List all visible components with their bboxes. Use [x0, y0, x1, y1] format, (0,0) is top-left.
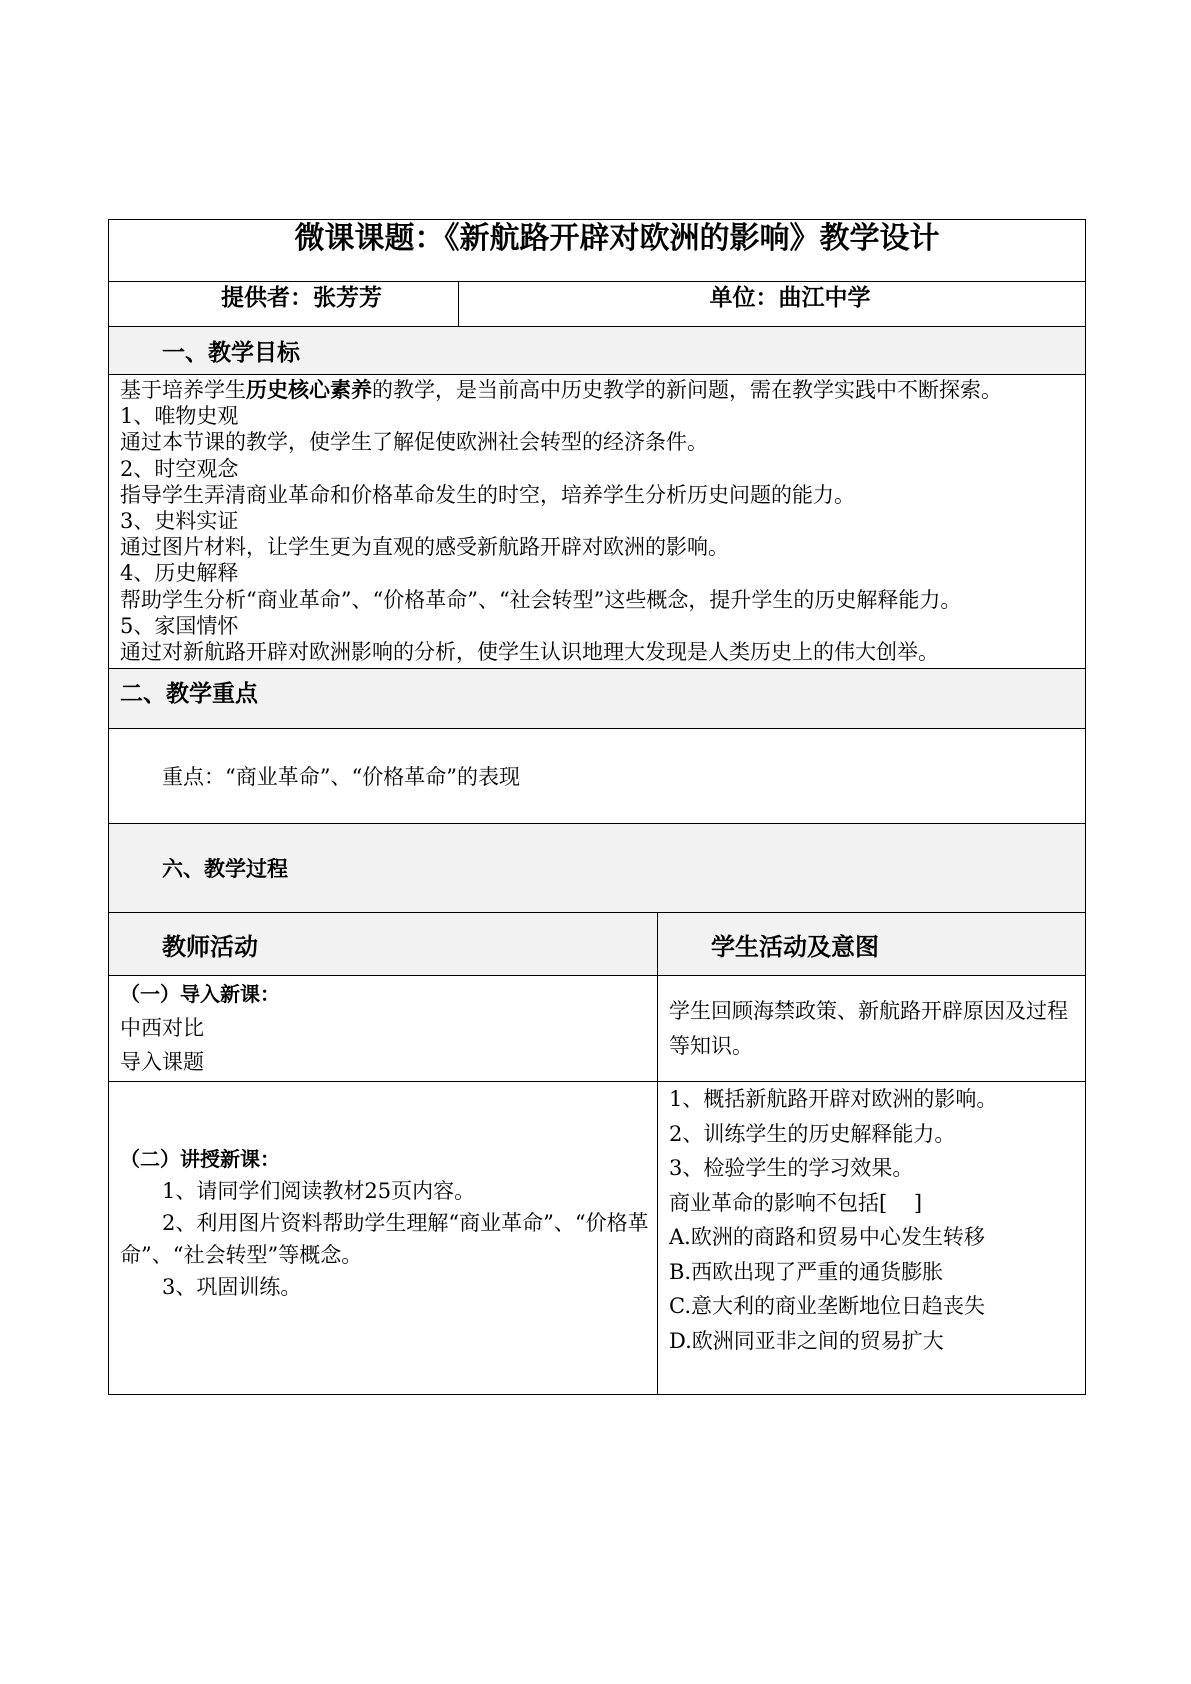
process-column-header-row [109, 913, 1085, 976]
intro-stage-title: （一）导入新课： [120, 982, 280, 1006]
objective-text: 通过对新航路开辟对欧洲影响的分析，使学生认识地理大发现是人类历史上的伟大创举。 [120, 640, 939, 665]
unit-cell [459, 282, 1085, 326]
title-row [109, 220, 1085, 282]
core-literacy-emphasis: 历史核心素养 [246, 377, 372, 402]
exercise-question: 商业革命的影响不包括[ ] [669, 1190, 923, 1215]
objective-label: 5、家国情怀 [120, 613, 239, 638]
lesson-plan-table [108, 219, 1086, 1395]
student-activity-header: 学生活动及意图 [711, 932, 879, 961]
process-heading: 六、教学过程 [162, 856, 288, 881]
teacher-step: 2、利用图片资料帮助学生理解“商业革命”、“价格革命”、“社会转型”等概念。 [120, 1211, 649, 1267]
document-title: 微课课题：《新航路开辟对欧洲的影响》教学设计 [294, 221, 940, 256]
student-goal: 1、概括新航路开辟对欧洲的影响。 [669, 1087, 998, 1111]
key-points-text: 重点：“商业革命”、“价格革命”的表现 [162, 765, 520, 789]
exercise-option: A.欧洲的商路和贸易中心发生转移 [669, 1225, 985, 1249]
key-points-row [109, 729, 1085, 824]
key-points-heading-row [109, 669, 1085, 729]
student-goal: 3、检验学生的学习效果。 [669, 1156, 914, 1180]
objectives-intro [120, 377, 1085, 403]
objective-text: 通过本节课的教学，使学生了解促使欧洲社会转型的经济条件。 [120, 430, 708, 455]
objectives-row [109, 375, 1085, 669]
objective-label: 4、历史解释 [120, 561, 239, 586]
exercise-option: C.意大利的商业垄断地位日趋丧失 [669, 1294, 985, 1318]
key-points-heading: 二、教学重点 [120, 680, 258, 707]
unit-name: 单位：曲江中学 [709, 284, 871, 311]
objective-text: 帮助学生分析“商业革命”、“价格革命”、“社会转型”这些概念，提升学生的历史解释能力。 [120, 587, 962, 612]
teaching-row [109, 1082, 1085, 1395]
exercise-option: B.西欧出现了严重的通货膨胀 [669, 1259, 944, 1284]
objective-label: 3、史料实证 [120, 509, 239, 534]
intro-text-before: 基于培养学生 [120, 378, 246, 402]
objectives-heading-row [109, 327, 1085, 375]
objective-text: 指导学生弄清商业革命和价格革命发生的时空，培养学生分析历史问题的能力。 [120, 482, 855, 507]
provider-row [109, 282, 1085, 327]
teacher-step: 3、巩固训练。 [162, 1275, 302, 1299]
process-heading-row [109, 824, 1085, 913]
teacher-line: 导入课题 [120, 1050, 204, 1074]
exercise-option: D.欧洲同亚非之间的贸易扩大 [669, 1328, 944, 1353]
objective-label: 1、唯物史观 [120, 404, 239, 429]
teaching-stage-title: （二）讲授新课： [120, 1147, 280, 1171]
provider-name: 提供者：张芳芳 [221, 284, 382, 311]
teacher-activity-header-cell [109, 913, 658, 975]
teacher-cell-intro [109, 976, 658, 1081]
intro-text-after: 的教学，是当前高中历史教学的新问题，需在教学实践中不断探索。 [372, 378, 1002, 402]
objectives-body [109, 375, 1085, 665]
objective-text: 通过图片材料，让学生更为直观的感受新航路开辟对欧洲的影响。 [120, 535, 729, 560]
student-cell-teaching [658, 1082, 1085, 1394]
student-cell-intro [658, 976, 1085, 1081]
student-goal: 2、训练学生的历史解释能力。 [669, 1121, 956, 1146]
student-activity-header-cell [658, 913, 1085, 975]
intro-lesson-row [109, 976, 1085, 1082]
teacher-activity-header: 教师活动 [162, 932, 258, 961]
student-intro-text: 学生回顾海禁政策、新航路开辟原因及过程等知识。 [669, 998, 1068, 1058]
objectives-heading: 一、教学目标 [162, 339, 300, 366]
teacher-step: 1、请同学们阅读教材25页内容。 [162, 1179, 476, 1203]
teacher-cell-teaching [109, 1082, 658, 1394]
provider-cell [109, 282, 459, 326]
teacher-line: 中西对比 [120, 1016, 204, 1040]
objective-label: 2、时空观念 [120, 456, 239, 481]
